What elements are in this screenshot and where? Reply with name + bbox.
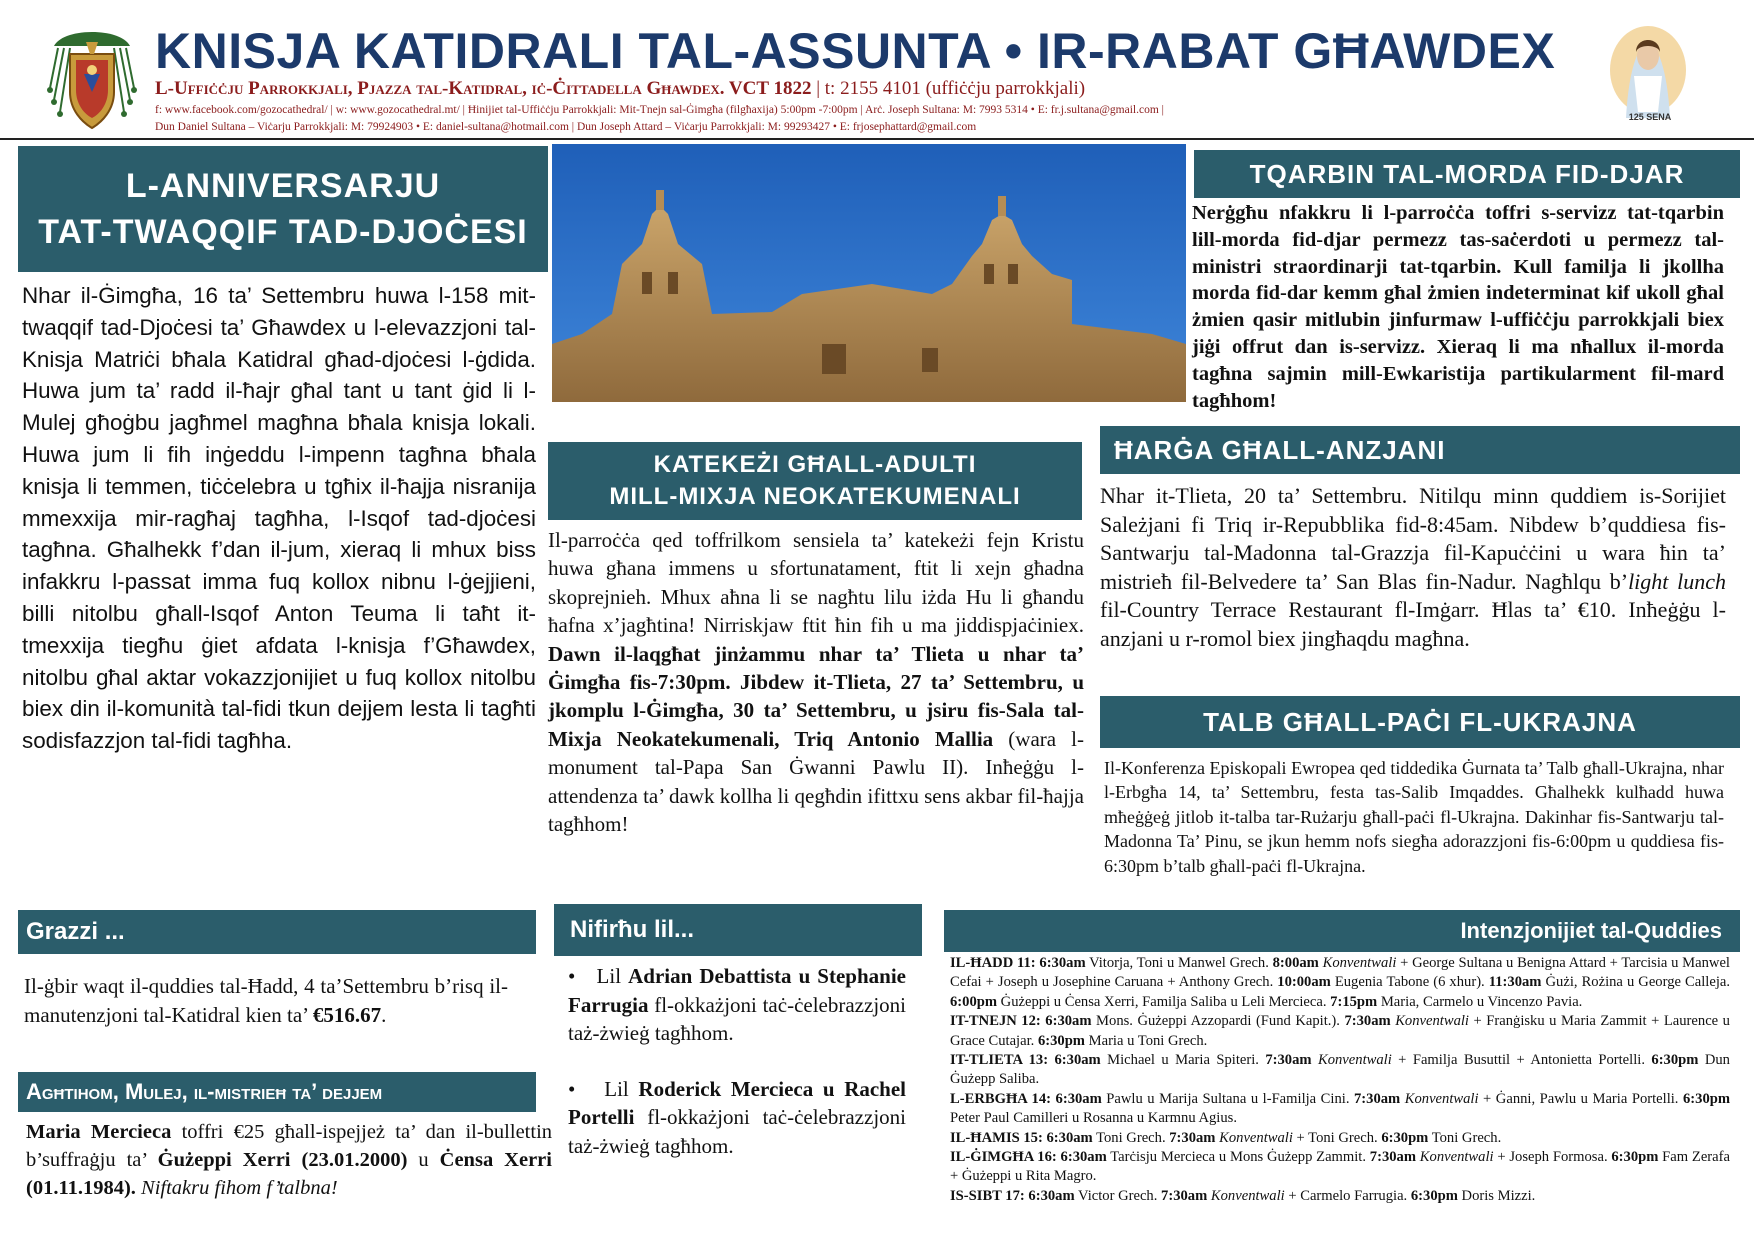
thanks-period: . [381,1002,387,1027]
parish-address [155,78,1085,100]
deceased-name-1: Ġużeppi Xerri (23.01.2000) [157,1149,408,1171]
intention-day [950,1148,1730,1187]
anniversary-heading-line2: TAT-TWAQQIF TAD-DJOĊESI [38,213,528,251]
anniversary-label: 125 SENA [1628,112,1672,122]
congratulations-heading: Nifirħu lil... [554,904,922,956]
eternal-rest-heading [18,1072,536,1112]
thanks-amount: €516.67 [312,1002,382,1027]
ukraine-prayer-heading: TALB GĦALL-PAĊI FL-UKRAJNA [1100,696,1740,748]
intention-day-text: 6:30am Tarċisju Mercieca u Mons Ġużepp Zammit. 7:30am Konventwali + Joseph Formosa. 6:30pm Fam Zerafa + Ġużeppi u Rita Magro. [950,1149,1730,1185]
intention-day-text: 6:30am Michael u Maria Spiteri. 7:30am Konventwali + Familja Busuttil + Antonietta Portelli. 6:30pm Dun Ġużepp Saliba. [950,1052,1730,1088]
catechesis-body [548,526,1084,838]
mass-intentions-heading: Intenzjonijiet tal-Quddies [944,910,1740,952]
masthead [0,0,1754,140]
intention-day-label: IS-SIBT 17: [950,1187,1025,1204]
intention-day [950,1187,1730,1206]
congratulations-item [568,1075,906,1161]
catechesis-heading [548,442,1082,520]
anniversary-body: Nhar il-Ġimgħa, 16 ta’ Settembru huwa l-158 mit-twaqqif tad-Djoċesi ta’ Għawdex u l-elevazzjoni tal-Knisja Matriċi bħala Katidral għad-djoċesi l-ġdida. Huwa jum ta’ radd il-ħajr għal tant u tant ġid li l-Mulej għoġbu jagħmel magħna bħala knisja lokali. Huwa jum li fih inġeddu l-impenn tagħna bħala knisja li temmen, tiċċelebra u tgħix il-ħajja nisranija mmexxija mir-ragħaj tagħha, l-Isqof tad-djoċesi tagħna. Għalhekk f’dan il-jum, xieraq li mhux biss infakkru l-passat imma fuq kollox nibnu l-ġejjieni, billi nitolbu għall-Isqof Anton Teuma li taħt it-tmexxija tiegħu ġiet afdata l-knisja f’Għawdex, nitolbu għal aktar vokazzjonijiet u fuq kollox nitolbu biex din il-komunità tal-fidi tkun dejjem lesta li tagħti sodisfazzjon tal-fidi tagħha. [22,283,536,754]
communion-sick-body: Nerġgħu nfakkru li l-parroċċa toffri s-servizz tat-tqarbin lill-morda fid-djar permezz tas-saċerdoti u permezz tal-ministri straordinarji tat-tqarbin. Kull familja li jkollha morda fid-dar kemm għal żmien indeterminat kif ukoll għal żmien qasir mitlubin jinfurmaw l-uffiċċju parrokkjali biex jiġi offrut dan is-servizz. Xieraq li ma nħallux il-morda tagħna sajmin mill-Ewkaristija partikularment fil-mard tagħhom! [1192,202,1724,412]
ukraine-prayer-body: Il-Konferenza Episkopali Ewropea qed tiddedika Ġurnata ta’ Talb għall-Ukrajna, nhar l-Erbgħa 14, ta’ Settembru, festa tas-Salib Imqaddes. Għalhekk kulħadd huwa mħeġġeġ jitlob it-talba tar-Rużarju għall-paċi fl-Ukrajna. Dakinhar fis-Santwarju tal-Madonna Ta’ Pinu, se jkun hemm nofs siegħa adorazzjoni fis-6:00pm u quddiesa fis-6:30pm b’talb għall-paċi fl-Ukrajna. [1104,758,1724,876]
intention-day [950,1090,1730,1129]
elderly-outing-heading: ĦARĠA GĦALL-ANZJANI [1100,426,1740,474]
catechesis-intro: Il-parroċċa qed toffrilkom sensiela ta’ katekeżi fejn Kristu huwa għana immens u sfortunatament, ftit li xejn għadna skoprejnieh. Mhux aħna li se nagħtu lilu iżda Hu li għandu ħafna x’jagħtina! Nirriskjaw ftit ħin fih u ma jiddispjaċiniex. [548,528,1084,638]
congratulations-item [568,962,906,1048]
header-divider [0,138,1754,140]
thanks-text: Il-ġbir waqt il-quddies tal-Ħadd, 4 ta’Settembru b’risq il-manutenzjoni tal-Katidral kien ta’ [24,974,508,1027]
bullet: • [568,1076,576,1101]
congratulations-occasion: fl-okkażjoni taċ-ċelebrazzjoni taż-żwieġ tagħhom. [568,992,906,1046]
intention-day-label: IL-ĦADD 11: [950,955,1036,971]
donation-text: toffri €25 għall-ispejjeż ta’ dan il-bullettin b’suffraġju ta’ [26,1121,553,1171]
eternal-rest-body [26,1118,552,1202]
parish-office-address: L-Uffiċċju Parrokkjali, Pjazza tal-Katidral, iċ-Ċittadella Għawdex. VCT 1822 [155,78,812,99]
intention-day [950,1051,1730,1090]
parish-office-phone: | t: 2155 4101 (uffiċċju parrokkjali) [816,78,1086,99]
elderly-outing-body [1100,482,1726,654]
elderly-outing-lunch: light lunch [1628,568,1727,594]
mass-intentions-list [950,954,1730,1206]
communion-sick-heading: TQARBIN TAL-MORDA FID-DJAR [1194,150,1740,198]
couple-names: Roderick Mercieca u Rachel Portelli [568,1076,907,1130]
congratulations-prefix: Lil [596,964,629,988]
intention-day-text: 6:30am Pawlu u Marija Sultana u l-Familja Cini. 7:30am Konventwali + Ġanni, Pawlu u Maria Portelli. 6:30pm Peter Paul Camilleri u Rosanna u Karmnu Agius. [950,1090,1731,1127]
cathedral-photo [552,144,1186,402]
intention-day-label: L-ERBGĦA 14: [950,1090,1052,1107]
conjunction-text: u [407,1149,440,1171]
catechesis-heading-line1: KATEKEŻI GĦALL-ADULTI [653,451,977,478]
deceased-name-2: Ċensa Xerri (01.11.1984). [26,1149,552,1199]
intention-day-text: 6:30am Mons. Ġużeppi Azzopardi (Fund Kapit.). 7:30am Konventwali + Franġisku u Maria Zammit + Laurence u Grace Cutajar. 6:30pm Maria u Toni Grech. [950,1013,1730,1049]
congratulations-list [568,962,906,1188]
intention-day-text: 6:30am Toni Grech. 7:30am Konventwali + Toni Grech. 6:30pm Toni Grech. [1046,1129,1502,1146]
intention-day-label: IT-TNEJN 12: [950,1013,1041,1030]
anniversary-heading-line1: L-ANNIVERSARJU [125,167,441,205]
anniversary-heading [18,146,548,272]
intention-day [950,1129,1730,1148]
elderly-outing-text-end: fil-Country Terrace Restaurant fl-Imġarr. Ħlas ta’ €10. Inħeġġu l-anzjani u r-romol biex jingħaqdu magħna. [1100,597,1726,651]
catechesis-closing: (wara l-monument tal-Papa San Ġwanni Pawlu II). Inħeġġu l-attendenza ta’ dawk kollha li qegħdin ifittxu sens akbar fil-ħajja tagħhom! [548,726,1084,837]
remembrance-text: Niftakru fihom f’talbna! [135,1177,338,1199]
elderly-outing-text: Nhar it-Tlieta, 20 ta’ Settembru. Nitilqu minn quddiem is-Sorijiet Sależjani fi Triq ir-Repubblika fid-8:45am. Nibdew b’quddiesa fis-Santwarju tal-Madonna tal-Grazzja fil-Kapuċċini u wara ħin ta’ mistrieħ fil-Belvedere ta’ San Blas fin-Nadur. Nagħlqu b’ [1100,483,1726,594]
contact-line-2: Dun Daniel Sultana – Viċarju Parrokkjali: M: 79924903 • E: daniel-sultana@hotmail.com | Dun Joseph Attard – Viċarju Parrokkjali: M: 99293427 • E: frjosephattard@gmail.com [155,121,977,133]
intention-day-label: IT-TLIETA 13: [950,1052,1049,1069]
contact-line-1: f: www.facebook.com/gozocathedral/ | w: www.gozocathedral.mt/ | Ħinijiet tal-Uffiċċju Parrokkjali: Mit-Tnejn sal-Ġimgħa (filgħaxija) 5:00pm -7:00pm | Arċ. Joseph Sultana: M: 7993 5314 • E: fr.j.sultana@gmail.com | [155,104,1164,116]
catechesis-schedule: Dawn il-laqgħat jinżammu nhar ta’ Tlieta u nhar ta’ Ġimgħa fis-7:30pm. Jibdew it-Tlieta, 27 ta’ Settembru, u jkomplu l-Ġimgħa, 30 ta’ Settembru, u jsiru fis-Sala tal-Mixja Neokatekumenali, Triq Antonio Mallia [548,641,1084,751]
congratulations-prefix: Lil [604,1076,639,1101]
thanks-body [24,972,508,1029]
intention-day [950,954,1730,1012]
thanks-heading: Grazzi ... [18,910,536,954]
catechesis-heading-line2: MILL-MIXJA NEOKATEKUMENALI [609,483,1021,510]
couple-names: Adrian Debattista u Stephanie Farrugia [568,964,906,1017]
bishop-coat-of-arms-icon [44,28,140,136]
parish-title: KNISJA KATIDRALI TAL-ASSUNTA • IR-RABAT GĦAWDEX [155,23,1556,79]
congratulations-occasion: fl-okkażjoni taċ-ċelebrazzjoni taż-żwieġ tagħhom. [568,1105,906,1158]
intention-day-label: IL-ĦAMIS 15: [950,1129,1043,1146]
intention-day-text: 6:30am Vitorja, Toni u Manwel Grech. 8:00am Konventwali + George Sultana u Benigna Attard + Tarcisia u Manwel Cefai + Joseph u Josephine Caruana + Anthony Grech. 10:00am Eugenia Tabone (6 xhur). 11:30am Ġużi, Rożina u George Calleja. 6:00pm Ġużeppi u Ċensa Xerri, Familja Saliba u Leli Mercieca. 7:15pm Maria, Carmelo u Vincenzo Pavia. [950,955,1731,1010]
intention-day [950,1012,1730,1051]
bullet: • [568,964,576,988]
eternal-rest-heading-text: Agħtihom, Mulej, il-mistrieħ ta’ dejjem [26,1079,383,1104]
intention-day-label: IL-ĠIMGĦA 16: [950,1149,1057,1166]
intention-day-text: 6:30am Victor Grech. 7:30am Konventwali + Carmelo Farrugia. 6:30pm Doris Mizzi. [1028,1187,1536,1204]
donor-name: Maria Mercieca [26,1121,172,1143]
